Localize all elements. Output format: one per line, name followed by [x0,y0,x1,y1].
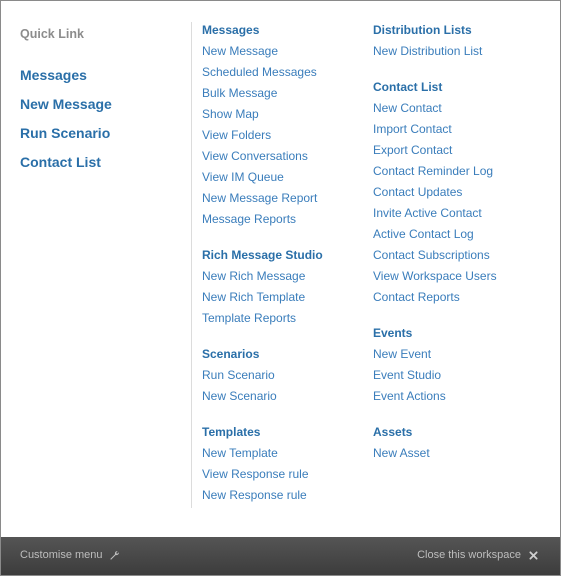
group-contact-list [373,80,543,311]
menu-item-view-response-rule[interactable]: View Response rule [202,467,309,481]
menu-item-view-conversations[interactable]: View Conversations [202,149,308,163]
menu-item-event-studio[interactable]: Event Studio [373,368,442,382]
group-title-rich-message-studio: Rich Message Studio [202,248,323,262]
menu-column-1 [202,23,372,524]
menu-item-new-rich-message[interactable]: New Rich Message [202,269,306,283]
menu-item-export-contact[interactable]: Export Contact [373,143,453,157]
menu-item-event-actions[interactable]: Event Actions [373,389,446,403]
menu-item-view-folders[interactable]: View Folders [202,128,272,142]
menu-item-import-contact[interactable]: Import Contact [373,122,452,136]
menu-item-template-reports[interactable]: Template Reports [202,311,297,325]
menu-item-new-scenario[interactable]: New Scenario [202,389,277,403]
group-distribution-lists [373,23,543,65]
group-scenarios [202,347,372,410]
menu-item-view-workspace-users[interactable]: View Workspace Users [373,269,497,283]
menu-item-new-event[interactable]: New Event [373,347,432,361]
quick-link-section [20,27,180,177]
menu-item-contact-subscriptions[interactable]: Contact Subscriptions [373,248,490,262]
menu-item-new-message[interactable]: New Message [202,44,279,58]
group-title-scenarios: Scenarios [202,347,260,361]
menu-item-run-scenario[interactable]: Run Scenario [202,368,275,382]
menu-item-new-contact[interactable]: New Contact [373,101,442,115]
menu-item-new-message-report[interactable]: New Message Report [202,191,318,205]
group-title-events: Events [373,326,413,340]
close-icon [529,551,538,560]
quick-link-contact-list[interactable]: Contact List [20,154,101,170]
quick-link-run-scenario[interactable]: Run Scenario [20,125,111,141]
group-title-templates: Templates [202,425,261,439]
menu-item-invite-active-contact[interactable]: Invite Active Contact [373,206,482,220]
group-rich-message-studio [202,248,372,332]
quick-link-messages[interactable]: Messages [20,67,87,83]
wrench-icon [109,550,120,561]
menu-item-view-im-queue[interactable]: View IM Queue [202,170,284,184]
menu-item-bulk-message[interactable]: Bulk Message [202,86,278,100]
group-title-contact-list: Contact List [373,80,443,94]
menu-item-scheduled-messages[interactable]: Scheduled Messages [202,65,317,79]
group-assets [373,425,543,467]
group-title-distribution-lists: Distribution Lists [373,23,472,37]
column-divider [191,22,192,508]
menu-column-2 [373,23,543,482]
menu-item-message-reports[interactable]: Message Reports [202,212,297,226]
menu-item-contact-reports[interactable]: Contact Reports [373,290,460,304]
footer-bar [1,537,560,575]
group-title-messages: Messages [202,23,260,37]
customise-menu-label: Customise menu [20,549,103,561]
quick-link-title: Quick Link [20,27,84,41]
menu-item-new-response-rule[interactable]: New Response rule [202,488,307,502]
menu-item-contact-reminder-log[interactable]: Contact Reminder Log [373,164,494,178]
menu-item-active-contact-log[interactable]: Active Contact Log [373,227,474,241]
customise-menu-button[interactable] [20,549,120,561]
close-workspace-label: Close this workspace [417,549,521,561]
menu-item-new-rich-template[interactable]: New Rich Template [202,290,306,304]
group-events [373,326,543,410]
menu-item-new-distribution-list[interactable]: New Distribution List [373,44,483,58]
menu-item-new-asset[interactable]: New Asset [373,446,430,460]
quick-link-new-message[interactable]: New Message [20,96,112,112]
group-title-assets: Assets [373,425,413,439]
menu-item-show-map[interactable]: Show Map [202,107,259,121]
group-templates [202,425,372,509]
menu-item-new-template[interactable]: New Template [202,446,278,460]
group-messages [202,23,372,233]
menu-item-contact-updates[interactable]: Contact Updates [373,185,463,199]
close-workspace-button[interactable] [417,549,538,561]
